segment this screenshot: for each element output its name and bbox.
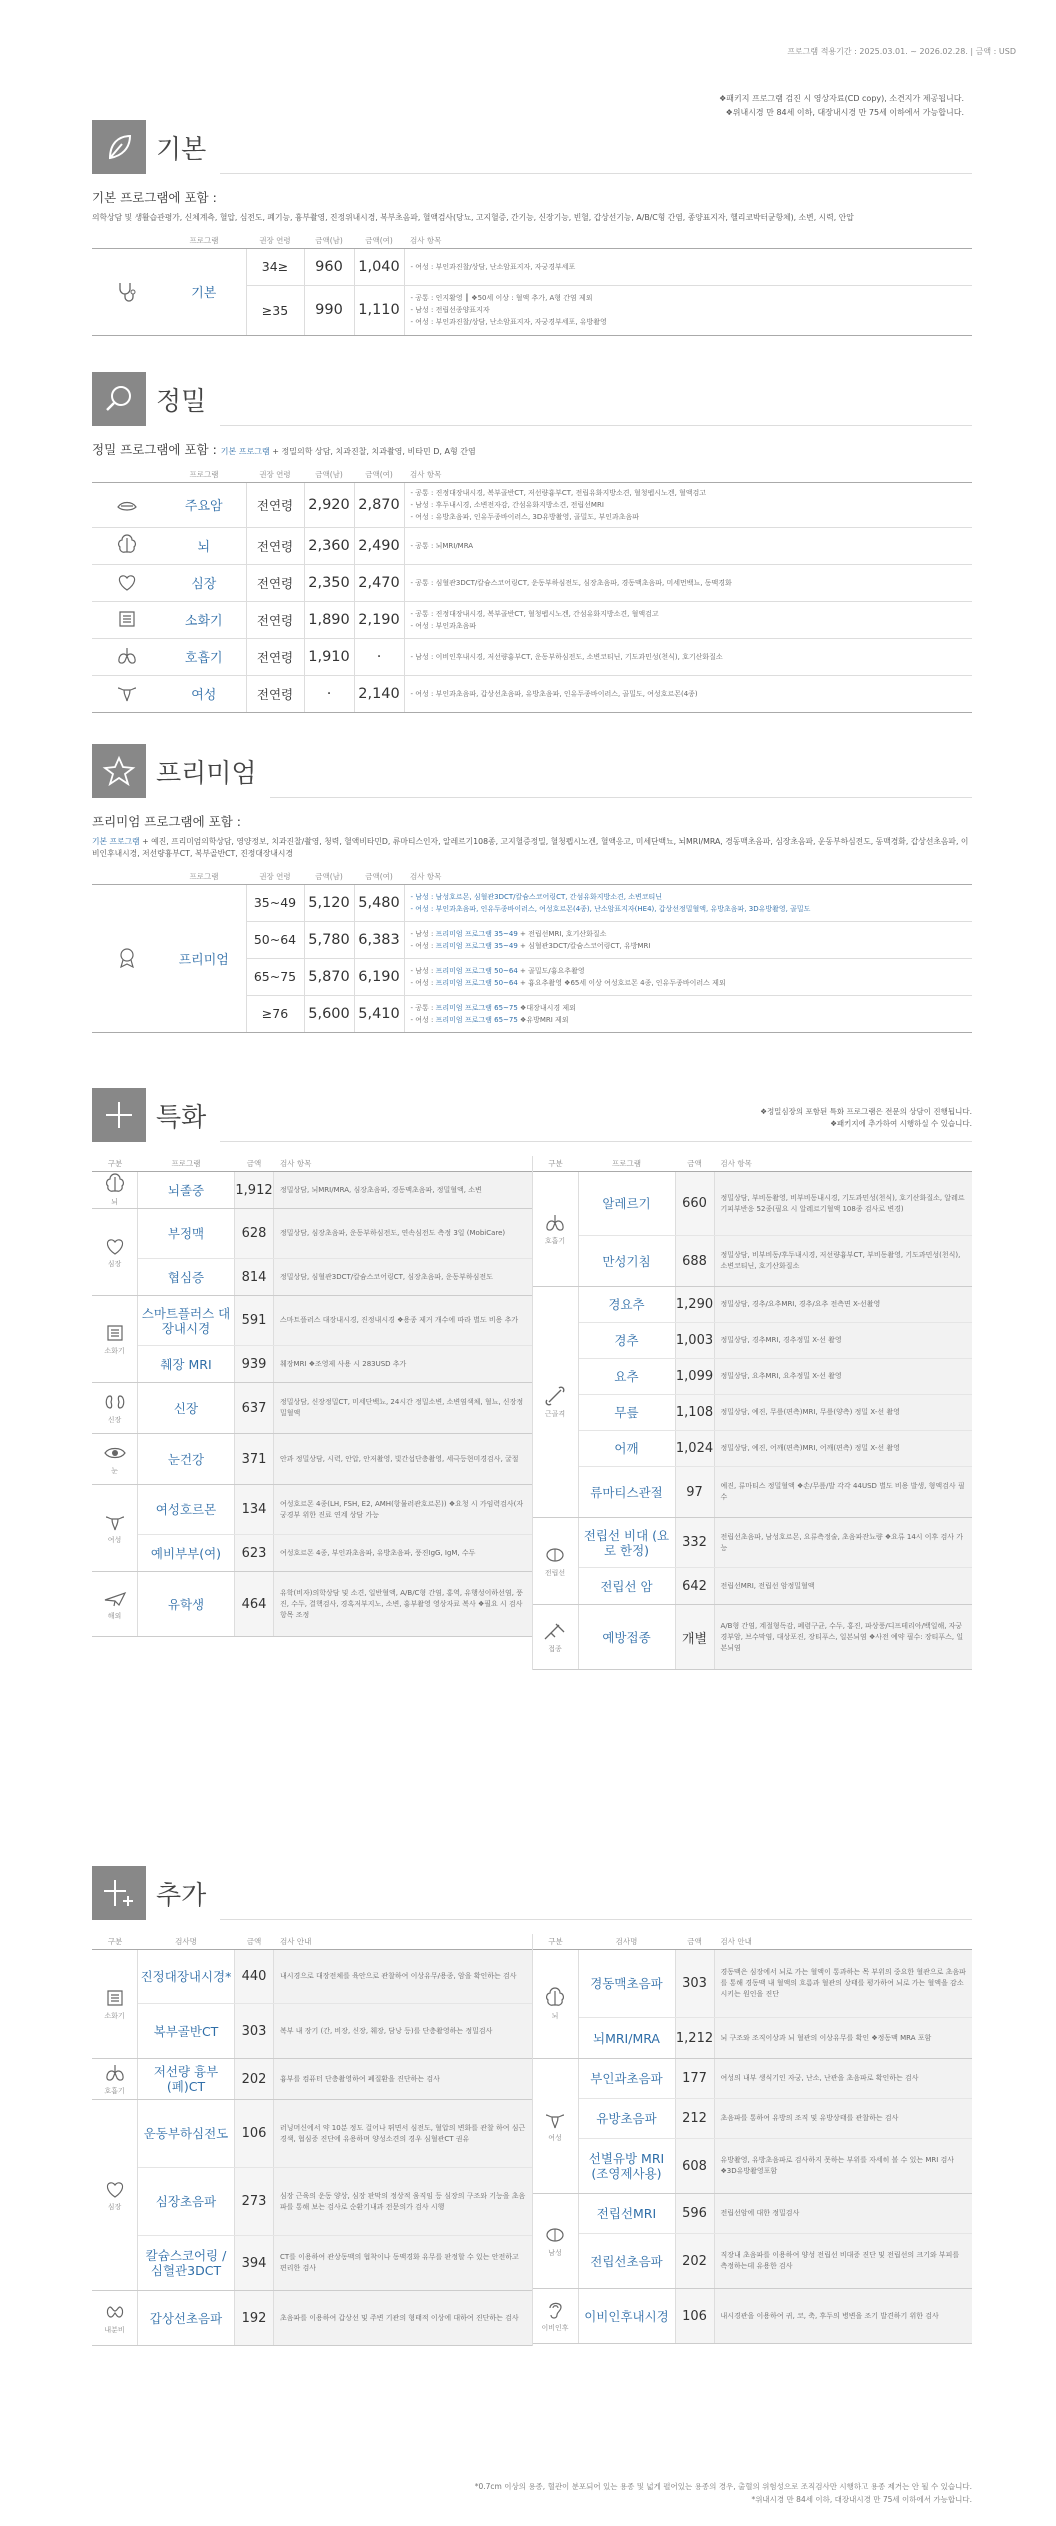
- precision-row: 호흡기 전연령 1,910 · - 남성 : 이비인후내시경, 저선량흉부CT, 운동부하심전도, 소변코티닌, 기도과민성(천식), 호기산화질소: [92, 638, 972, 675]
- program-row: [138, 2004, 532, 2058]
- category-group: [533, 2289, 973, 2344]
- program-name: 협심증: [167, 1269, 205, 1285]
- category-label: 신장: [107, 1416, 122, 1424]
- program-row: [579, 1359, 973, 1395]
- program-row: [579, 2018, 973, 2058]
- mouth-icon: [114, 493, 140, 515]
- price: 628: [234, 1209, 274, 1258]
- program-detail: 초음파를 통하여 유방의 조직 및 유방상태를 관찰하는 검사: [715, 2099, 973, 2138]
- program-row: [138, 1485, 532, 1535]
- uterus-icon: [114, 682, 140, 704]
- price: 106: [675, 2289, 715, 2343]
- plane-icon: [102, 1587, 128, 1609]
- program-name: 부인과초음파: [590, 2071, 663, 2086]
- program-name: 소화기: [162, 601, 246, 638]
- include-title: 기본 프로그램에 포함 :: [92, 190, 217, 205]
- program-name: 심장: [162, 564, 246, 601]
- category-label: 소화기: [104, 2012, 125, 2020]
- price: 1,003: [675, 1323, 715, 1358]
- additional-left-column: 구분 검사명 금액 검사 안내 소화기 진정대장내시경* 440 내시경으로 대장전체를 육안으로 관찰하여 이상유무/용종, 암을 확인하는 검사 복부골반CT 303 복부 내 장기 (간, 비장, 신장, 췌장, 담낭 등)를 단층촬영하는 정밀검사 호흡기 저선량 흉부 (폐)CT 202 흉부를 컴퓨터 단층촬영하여 폐질환을 진단하는 검사 심장 운동부하심전도 106 러닝머신에서 약 10분 정도 걸어나 뛰면서 심전도, 혈압의 변화를 관찰 하여 심근경색, 협심증 진단에 유용하며 양성소견의 경우 심혈관CT 권유 심장초음파 273 심장 근육의 운동 양상, 심장 판막의 정상적 움직임 등 심장의 구조와 기능을 초음파를 통해 보는 검사로 순환기내과 전문의가 검사 시행 칼슘스코어링 /심혈관3DCT 394 CT를 이용하여 관상동맥의 협착이나 동맥경화 유무를 판정할 수 있는 안전하고 편리한 검사 내분비 갑상선초음파 192 초음파를 이용하여 갑상선 및 주변 기관의 형태적 이상에 대하여 진단하는 검사: [92, 1934, 532, 2346]
- program-detail: 러닝머신에서 약 10분 정도 걸어나 뛰면서 심전도, 혈압의 변화를 관찰 하여 심근경색, 협심증 진단에 유용하며 양성소견의 경우 심혈관CT 권유: [274, 2100, 532, 2167]
- special-note: ❖정밀심장의 포함된 특화 프로그램은 전문의 상담이 진행됩니다. ❖패키지에 추가하여 시행하실 수 있습니다.: [760, 1107, 972, 1128]
- heart-icon: [102, 2178, 128, 2200]
- program-name: 여성: [162, 675, 246, 712]
- program-detail: 정밀상담, 뇌MRI/MRA, 심장초음파, 경동맥초음파, 정밀혈액, 소변: [274, 1172, 532, 1208]
- category-label: 호흡기: [104, 2087, 125, 2095]
- magnifier-icon: [92, 372, 146, 426]
- program-detail: 여성호르몬 4종(LH, FSH, E2, AMH(항뮬러관호르몬)) ❖요청 시 가임력검사(자궁경부 위한 진료 연계 상담 가능: [274, 1485, 532, 1534]
- price: 273: [234, 2168, 274, 2235]
- program-name: 뇌: [162, 527, 246, 564]
- premium-row: 50~64 5,780 6,383 - 남성 : 프리미엄 프로그램 35~49 + 전립선MRI, 호기산화질소 - 여성 : 프리미엄 프로그램 35~49 + 심혈관3DCT/칼슘스코어링CT, 유방MRI: [92, 921, 972, 958]
- program-detail: 흉부를 컴퓨터 단층촬영하여 폐질환을 진단하는 검사: [274, 2059, 532, 2099]
- category-group: [92, 1209, 532, 1296]
- category-group: [92, 2100, 532, 2291]
- price: 134: [234, 1485, 274, 1534]
- top-notes: ❖패키지 프로그램 검진 시 영상자료(CD copy), 소견지가 제공됩니다. ❖위내시경 만 84세 이하, 대장내시경 만 75세 이하에서 가능합니다.: [719, 94, 964, 117]
- program-row: [579, 1323, 973, 1359]
- program-name: 심장초음파: [155, 2194, 217, 2209]
- lung-icon: [114, 645, 140, 667]
- price: 1,912: [234, 1172, 274, 1208]
- program-row: [579, 1236, 973, 1286]
- program-row: [138, 1572, 532, 1636]
- leaf-icon: [92, 120, 146, 174]
- program-detail: A/B형 간염, 계절형독감, 폐렴구균, 수두, 홍진, 파상풍/디프테리아/백일해, 자궁경부암, 브수막염, 대상포진, 장티푸스, 일본뇌염 ❖사전 예약 필수: 장티푸스, 일본뇌염: [715, 1605, 973, 1669]
- price: 591: [234, 1296, 274, 1345]
- eye-icon: [102, 1442, 128, 1464]
- price: 177: [675, 2059, 715, 2098]
- category-group: [533, 1172, 973, 1287]
- program-row: [138, 1259, 532, 1295]
- category-label: 호흡기: [544, 1237, 566, 1245]
- price: 303: [675, 1950, 715, 2017]
- program-detail: 내시경으로 대장전체를 육안으로 관찰하여 이상유무/용종, 암을 확인하는 검사: [274, 1950, 532, 2003]
- star-icon: [92, 744, 146, 798]
- program-detail: 정밀상담, 경추/요추MRI, 경추/요추 전측면 X-선촬영: [715, 1287, 973, 1322]
- program-detail: 전립선암에 대한 정밀검사: [715, 2194, 973, 2233]
- brain-icon: [102, 1173, 128, 1195]
- program-name: 신장: [173, 1400, 199, 1416]
- price: 814: [234, 1259, 274, 1295]
- price: 464: [234, 1572, 274, 1636]
- category-group: [92, 1434, 532, 1485]
- price: 192: [234, 2291, 274, 2345]
- program-detail: 여성호르몬 4종, 부인과초음파, 유방초음파, 풍진IgG, IgM, 수두: [274, 1535, 532, 1571]
- program-name: 운동부하심전도: [143, 2126, 229, 2141]
- plus-plus-icon: [92, 1866, 146, 1920]
- program-detail: 정밀상담, 심혈관3DCT/칼슘스코어링CT, 심장초음파, 운동부하심전도: [274, 1259, 532, 1295]
- category-group: [533, 1518, 973, 1605]
- stethoscope-icon: [114, 280, 140, 302]
- brain-icon: [542, 1987, 568, 2009]
- program-row: [579, 2059, 973, 2099]
- program-name: 예방접종: [602, 1629, 651, 1645]
- price: 608: [675, 2139, 715, 2193]
- premium-table: 프로그램 권장 연령 금액(남) 금액(여) 검사 항목 프리미엄 35~49 5,120 5,480 - 남성 : 남성호르몬, 심혈관3DCT/칼슘스코어링CT, 간섬유화지방소견, 소변코티닌 - 여성 : 부인과초음파, 인유두종바이러스, 여성호르몬(4종), 난소암표지자(HE4), 갑상선정밀혈액, 유방초음파, 3D유방촬영, 골밀도 50~64 5,780 6,383 - 남성 : 프리미엄 프로그램 35~49 + 전립선MRI, 호기산화질소 - 여성 : 프리미엄 프로그램 35~49 + 심혈관3DCT/칼슘스코어링CT, 유방MRI 65~75 5,870 6,190 - 남성 : 프리미엄 프로그램 50~64 + 골밀도/흉요추촬영 - 여성 : 프리미엄 프로그램 50~64 + 흉요추촬영 ❖65세 이상 여성호르몬 4종, 인유두종바이러스 제외 ≥76 5,600 5,410 - 공통 : 프리미엄 프로그램 65~75 ❖대장내시경 제외 - 여성 : 프리미엄 프로그램 65~75 ❖유방MRI 제외: [92, 870, 972, 1033]
- price: 1,290: [675, 1287, 715, 1322]
- category-group: [92, 1485, 532, 1572]
- price: 637: [234, 1383, 274, 1433]
- program-row: [138, 2059, 532, 2099]
- program-name: 주요암: [162, 482, 246, 527]
- program-name: 진정대장내시경*: [140, 1969, 232, 1984]
- include-text: 의학상담 및 생활습관평가, 신체계측, 혈압, 심전도, 폐기능, 흉부촬영, 진정위내시경, 복부초음파, 혈액검사(당뇨, 고지혈증, 간기능, 신장기능, 빈혈, 갑상선기능, A/B/C형 간염, 종양표지자, 헬리코박터균항체), 소변, 시력, 안압: [92, 213, 854, 222]
- program-row: [138, 1172, 532, 1208]
- kidney-icon: [102, 1391, 128, 1413]
- category-label: 내분비: [104, 2326, 125, 2334]
- program-name: 췌장 MRI: [160, 1356, 212, 1372]
- program-row: [579, 1431, 973, 1467]
- program-name: 유방초음파: [596, 2111, 657, 2126]
- category-label: 소화기: [104, 1347, 125, 1355]
- program-name: 복부골반CT: [153, 2023, 219, 2039]
- category-label: 접종: [548, 1645, 562, 1653]
- program-name: 만성기침: [602, 1253, 651, 1269]
- section-basic: [92, 120, 972, 336]
- price: 623: [234, 1535, 274, 1571]
- price: 1,212: [675, 2018, 715, 2058]
- premium-row: ≥76 5,600 5,410 - 공통 : 프리미엄 프로그램 65~75 ❖대장내시경 제외 - 여성 : 프리미엄 프로그램 65~75 ❖유방MRI 제외: [92, 995, 972, 1032]
- prostate-icon: [542, 1544, 568, 1566]
- program-name: 기본: [162, 248, 246, 335]
- category-label: 전립선: [544, 1569, 566, 1577]
- section-additional: 추가 구분 검사명 금액 검사 안내 소화기 진정대장내시경* 440 내시경으로 대장전체를 육안으로 관찰하여 이상유무/용종, 암을 확인하는 검사 복부골반CT 303 복부 내 장기 (간, 비장, 신장, 췌장, 담낭 등)를 단층촬영하는 정밀검사 호흡기 저선량 흉부 (폐)CT 202 흉부를 컴퓨터 단층촬영하여 폐질환을 진단하는 검사 심장 운동부하심전도 106 러닝머신에서 약 10분 정도 걸어나 뛰면서 심전도, 혈압의 변화를 관찰 하여 심근경색, 협심증 진단에 유용하며 양성소견의 경우 심혈관CT 권유 심장초음파 273 심장 근육의 운동 양상, 심장 판막의 정상적 움직임 등 심장의 구조와 기능을 초음파를 통해 보는 검사로 순환기내과 전문의가 검사 시행 칼슘스코어링 /심혈관3DCT 394 CT를 이용하여 관상동맥의 협착이나 동맥경화 유무를 판정할 수 있는 안전하고 편리한 검사 내분비 갑상선초음파 192 초음파를 이용하여 갑상선 및 주변 기관의 형태적 이상에 대하여 진단하는 검사 구분 검사명 금액 검사 안내 뇌 경동맥초음파 303 경동맥은 심장에서 뇌로 가는 혈액이 통과하는 목 부위의 중요한 혈관으로 초음파를 통해 경동맥 내 혈액의 흐름과 혈관의 상태를 평가하여 뇌로 가는 혈액을 감소시키는 원인을 진단 뇌MRI/MRA 1,212 뇌 구조와 조직이상과 뇌 혈관의 이상유무를 확인 ❖정동맥 MRA 포함 여성 부인과초음파 177 여성의 내부 생식기인 자궁, 난소, 난관을 초음파로 확인하는 검사 유방초음파 212 초음파를 통하여 유방의 조직 및 유방상태를 관찰하는 검사 선별유방 MRI (조영제사용) 608 유방촬영, 유방초음파로 검사하지 못하는 부위를 자세히 볼 수 있는 MRI 검사 ❖3D유방촬영포함 남성 전립선MRI 596 전립선암에 대한 정밀검사 전립선초음파 202 직장내 초음파를 이용하여 양성 전립선 비대증 진단 및 전립선의 크기와 부피를 측정하는데 유용한 검사 이비인후 이비인후내시경 106 내시경관을 이용하여 귀, 코, 축, 후두의 병변을 조기 발견하기 위한 검사: [92, 1866, 972, 2346]
- price: 660: [675, 1172, 715, 1235]
- program-name: 여성호르몬: [155, 1502, 217, 1517]
- program-row: [579, 1395, 973, 1431]
- price: 106: [234, 2100, 274, 2167]
- uterus-icon: [542, 2109, 568, 2131]
- program-row: [579, 2139, 973, 2193]
- program-name: 경요추: [608, 1297, 645, 1312]
- program-name: 전립선 암: [600, 1578, 653, 1594]
- section-precision: 정밀 정밀 프로그램에 포함 : 기본 프로그램 + 정밀의학 상담, 치과진찰, 치과촬영, 비타민 D, A형 간염 프로그램 권장 연령 금액(남) 금액(여) 검사 항목 주요암 전연령 2,920 2,870 - 공통 : 진정대장내시경, 복부골반CT, 저선량흉부CT, 전립유화지방소견, 혈청펩시노겐, 혈액검고 - 남성 : 후두내시경, 소변전자감, 간섬유화지방소견, 전립선MRI - 여성 : 유방초음파, 인유두종바이러스, 3D유방촬영, 골밀도, 부인과초음파 뇌 전연령 2,360 2,490 - 공통 : 뇌MRI/MRA 심장 전연령 2,350 2,470 - 공통 : 심혈관3DCT/칼슘스코어링CT, 운동부하심전도, 심장초음파, 경동맥초음파, 미세먼백뇨, 동맥경화 소화기 전연령 1,890 2,190 - 공통 : 진정대장내시경, 복부골반CT, 혈청펩시노겐, 간섬유화지방소견, 혈액검고 - 여성 : 부인과초음파 호흡기 전연령 1,910 · - 남성 : 이비인후내시경, 저선량흉부CT, 운동부하심전도, 소변코티닌, 기도과민성(천식), 호기산화질소 여성 전연령 · 2,140 - 여성 : 부인과초음파, 갑상선초음파, 유방초음파, 인유두종바이러스, 골밀도, 여성호르몬(4종): [92, 372, 972, 713]
- program-detail: 심장 근육의 운동 양상, 심장 판막의 정상적 움직임 등 심장의 구조와 기능을 초음파를 통해 보는 검사로 순환기내과 전문의가 검사 시행: [274, 2168, 532, 2235]
- premium-row: 프리미엄 35~49 5,120 5,480 - 남성 : 남성호르몬, 심혈관3DCT/칼슘스코어링CT, 간섬유화지방소견, 소변코티닌 - 여성 : 부인과초음파, 인유두종바이러스, 여성호르몬(4종), 난소암표지자(HE4), 갑상선정밀혈액, 유방초음파, 3D유방촬영, 골밀도: [92, 884, 972, 921]
- program-row: [579, 1605, 973, 1669]
- program-name: 경추: [614, 1333, 639, 1348]
- program-name: 무릎: [614, 1405, 639, 1420]
- precision-row: 소화기 전연령 1,890 2,190 - 공통 : 진정대장내시경, 복부골반CT, 혈청펩시노겐, 간섬유화지방소견, 혈액검고 - 여성 : 부인과초음파: [92, 601, 972, 638]
- uterus-icon: [102, 1511, 128, 1533]
- program-name: 부정맥: [167, 1226, 205, 1241]
- program-detail: 스마트플러스 대장내시경, 진정내시경 ❖용종 제거 개수에 따라 별도 비용 추가: [274, 1296, 532, 1345]
- precision-table: 프로그램 권장 연령 금액(남) 금액(여) 검사 항목 주요암 전연령 2,920 2,870 - 공통 : 진정대장내시경, 복부골반CT, 저선량흉부CT, 전립유화지방소견, 혈청펩시노겐, 혈액검고 - 남성 : 후두내시경, 소변전자감, 간섬유화지방소견, 전립선MRI - 여성 : 유방초음파, 인유두종바이러스, 3D유방촬영, 골밀도, 부인과초음파 뇌 전연령 2,360 2,490 - 공통 : 뇌MRI/MRA 심장 전연령 2,350 2,470 - 공통 : 심혈관3DCT/칼슘스코어링CT, 운동부하심전도, 심장초음파, 경동맥초음파, 미세먼백뇨, 동맥경화 소화기 전연령 1,890 2,190 - 공통 : 진정대장내시경, 복부골반CT, 혈청펩시노겐, 간섬유화지방소견, 혈액검고 - 여성 : 부인과초음파 호흡기 전연령 1,910 · - 남성 : 이비인후내시경, 저선량흉부CT, 운동부하심전도, 소변코티닌, 기도과민성(천식), 호기산화질소 여성 전연령 · 2,140 - 여성 : 부인과초음파, 갑상선초음파, 유방초음파, 인유두종바이러스, 골밀도, 여성호르몬(4종): [92, 468, 972, 713]
- program-name: 호흡기: [162, 638, 246, 675]
- program-detail: 정밀상담, 예진, 무릎(편측)MRI, 무릎(양측) 정밀 X-선 촬영: [715, 1395, 973, 1430]
- program-row: [138, 1296, 532, 1346]
- program-name: 선별유방 MRI (조영제사용): [588, 2151, 665, 2181]
- program-name: 이비인후내시경: [584, 2308, 669, 2324]
- program-detail: 췌장MRI ❖조영제 사용 시 283USD 추가: [274, 1346, 532, 1382]
- program-detail: 복부 내 장기 (간, 비장, 신장, 췌장, 담낭 등)를 단층촬영하는 정밀검사: [274, 2004, 532, 2058]
- intestine-icon: [102, 1987, 128, 2009]
- category-label: 여성: [107, 1536, 122, 1544]
- section-title: 기본: [156, 134, 207, 165]
- program-name: 류마티스관절: [590, 1484, 663, 1500]
- price: 1,108: [675, 1395, 715, 1430]
- heart-icon: [102, 1235, 128, 1257]
- program-row: [138, 2236, 532, 2290]
- category-group: [533, 1287, 973, 1518]
- program-detail: 경동맥은 심장에서 뇌로 가는 혈액이 통과하는 목 부위의 중요한 혈관으로 초음파를 통해 경동맥 내 혈액의 흐름과 혈관의 상태를 평가하여 뇌로 가는 혈액을 감소시키는 원인을 진단: [715, 1950, 973, 2017]
- program-detail: 유방촬영, 유방초음파로 검사하지 못하는 부위를 자세히 볼 수 있는 MRI 검사 ❖3D유방촬영포함: [715, 2139, 973, 2193]
- program-row: [579, 1287, 973, 1323]
- program-detail: 전립선MRI, 전립선 암정밀혈액: [715, 1568, 973, 1604]
- program-row: [138, 1535, 532, 1571]
- program-row: [138, 2291, 532, 2345]
- program-name: 전립선MRI: [596, 2206, 657, 2221]
- lung-icon: [542, 1212, 568, 1234]
- price: 596: [675, 2194, 715, 2233]
- program-row: [579, 1950, 973, 2018]
- program-name: 전립선 비대 (요로 한정): [583, 1527, 670, 1558]
- footnotes: *0.7cm 이상의 용종, 혈관이 분포되어 있는 용종 및 넓게 펼어있는 용종의 경우, 출혈의 위험성으로 조직검사만 시행하고 용종 제거는 안 될 수 있습니다. *위내시경 만 84세 이하, 대장내시경 만 75세 이하에서 가능합니다.: [474, 2482, 972, 2504]
- precision-row: 여성 전연령 · 2,140 - 여성 : 부인과초음파, 갑상선초음파, 유방초음파, 인유두종바이러스, 골밀도, 여성호르몬(4종): [92, 675, 972, 712]
- section-special: 특화 ❖정밀심장의 포함된 특화 프로그램은 전문의 상담이 진행됩니다. ❖패키지에 추가하여 시행하실 수 있습니다. 구분 프로그램 금액 검사 항목 뇌 뇌졸중 1,912 정밀상담, 뇌MRI/MRA, 심장초음파, 경동맥초음파, 정밀혈액, 소변 심장 부정맥 628 정밀상담, 심장초음파, 운동부하심전도, 연속심전도 측정 3일 (MobiCare) 협심증 814 정밀상담, 심혈관3DCT/칼슘스코어링CT, 심장초음파, 운동부하심전도 소화기 스마트플러스 대장내시경 591 스마트플러스 대장내시경, 진정내시경 ❖용종 제거 개수에 따라 별도 비용 추가 췌장 MRI 939 췌장MRI ❖조영제 사용 시 283USD 추가 신장 신장 637 정밀상담, 신장정밀CT, 미세단백뇨, 24시간 정밀소변, 소변염색체, 혈뇨, 신장정밀혈액 눈 눈건강 371 안과 정밀상담, 시력, 안압, 안저촬영, 빛간섭단층촬영, 세극등현미경검사, 굴절 여성 여성호르몬 134 여성호르몬 4종(LH, FSH, E2, AMH(항뮬러관호르몬)) ❖요청 시 가임력검사(자궁경부 위한 진료 연계 상담 가능 예비부부(여) 623 여성호르몬 4종, 부인과초음파, 유방초음파, 풍진IgG, IgM, 수두 해외 유학생 464 유학(비자)의학상담 및 소견, 일반혈액, A/B/C형 간염, 홍역, 유행성이하선염, 풍진, 수두, 결핵검사, 경혹저부지노, 소변, 흉부촬영 영상자료 복사 ❖필요 시 검사 항목 조정 구분 프로그램 금액 검사 항목 호흡기 알레르기 660 정밀상담, 부비동촬영, 비부비동내시경, 기도과민성(천식), 호기산화질소, 알레르기피부반응 52종(필요 시 알레르기혈액 108종 검사로 변경) 만성기침 688 정밀상담, 비부비동/후두내시경, 저선량흉부CT, 부비동촬영, 기도과민성(천식), 소변코티닌, 호기산화질소 근골격 경요추 1,290 정밀상담, 경추/요추MRI, 경추/요추 전측면 X-선촬영 경추 1,003 정밀상담, 경추MRI, 경추정밀 X-선 촬영 요추 1,099 정밀상담, 요추MRI, 요추정밀 X-선 촬영 무릎 1,108 정밀상담, 예진, 무릎(편측)MRI, 무릎(양측) 정밀 X-선 촬영 어깨 1,024 정밀상담, 예진, 어깨(편측)MRI, 어깨(편측) 정밀 X-선 촬영 류마티스관절 97 예진, 류마티스 정밀혈액 ❖손/무릎/발 각각 44USD 별도 비용 발생, 형액검사 필수 전립선 전립선 비대 (요로 한정) 332 전립선초음파, 남성호르몬, 요류측정술, 초음파잔뇨량 ❖요류 14시 이후 검사 가능 전립선 암 642 전립선MRI, 전립선 암정밀혈액 접종 예방접종 개별 A/B형 간염, 계절형독감, 폐렴구균, 수두, 홍진, 파상풍/디프테리아/백일해, 자궁경부암, 브수막염, 대상포진, 장티푸스, 일본뇌염 ❖사전 예약 필수: 장티푸스, 일본뇌염: [92, 1088, 972, 1670]
- additional-right-column: 구분 검사명 금액 검사 안내 뇌 경동맥초음파 303 경동맥은 심장에서 뇌로 가는 혈액이 통과하는 목 부위의 중요한 혈관으로 초음파를 통해 경동맥 내 혈액의 흐름과 혈관의 상태를 평가하여 뇌로 가는 혈액을 감소시키는 원인을 진단 뇌MRI/MRA 1,212 뇌 구조와 조직이상과 뇌 혈관의 이상유무를 확인 ❖정동맥 MRA 포함 여성 부인과초음파 177 여성의 내부 생식기인 자궁, 난소, 난관을 초음파로 확인하는 검사 유방초음파 212 초음파를 통하여 유방의 조직 및 유방상태를 관찰하는 검사 선별유방 MRI (조영제사용) 608 유방촬영, 유방초음파로 검사하지 못하는 부위를 자세히 볼 수 있는 MRI 검사 ❖3D유방촬영포함 남성 전립선MRI 596 전립선암에 대한 정밀검사 전립선초음파 202 직장내 초음파를 이용하여 양성 전립선 비대증 진단 및 전립선의 크기와 부피를 측정하는데 유용한 검사 이비인후 이비인후내시경 106 내시경관을 이용하여 귀, 코, 축, 후두의 병변을 조기 발견하기 위한 검사: [532, 1934, 973, 2346]
- program-row: [579, 2234, 973, 2288]
- category-group: [92, 1950, 532, 2059]
- premium-row: 65~75 5,870 6,190 - 남성 : 프리미엄 프로그램 50~64 + 골밀도/흉요추촬영 - 여성 : 프리미엄 프로그램 50~64 + 흉요추촬영 ❖65세 이상 여성호르몬 4종, 인유두종바이러스 제외: [92, 958, 972, 995]
- syringe-icon: [542, 1620, 568, 1642]
- precision-row: 주요암 전연령 2,920 2,870 - 공통 : 진정대장내시경, 복부골반CT, 저선량흉부CT, 전립유화지방소견, 혈청펩시노겐, 혈액검고 - 남성 : 후두내시경, 소변전자감, 간섬유화지방소견, 전립선MRI - 여성 : 유방초음파, 인유두종바이러스, 3D유방촬영, 골밀도, 부인과초음파: [92, 482, 972, 527]
- program-name: 저선량 흉부 (폐)CT: [153, 2064, 219, 2094]
- price: 1,099: [675, 1359, 715, 1394]
- category-label: 심장: [107, 2203, 122, 2211]
- price: 212: [675, 2099, 715, 2138]
- program-name: 뇌졸중: [167, 1182, 205, 1198]
- program-row: [579, 1518, 973, 1568]
- program-row: [579, 1467, 973, 1517]
- category-label: 뇌: [111, 1198, 118, 1206]
- category-label: 심장: [107, 1260, 122, 1268]
- heart-icon: [114, 571, 140, 593]
- program-detail: 정밀상담, 예진, 어깨(편측)MRI, 어깨(편측) 정밀 X-선 촬영: [715, 1431, 973, 1466]
- intestine-icon: [102, 1322, 128, 1344]
- program-detail: 정밀상담, 신장정밀CT, 미세단백뇨, 24시간 정밀소변, 소변염색체, 혈뇨, 신장정밀혈액: [274, 1383, 532, 1433]
- price: 371: [234, 1434, 274, 1484]
- basic-table: 프로그램 권장 연령 금액(남) 금액(여) 검사 항목 기본 34≥ 960 1,040 - 여성 : 부인과진찰/상담, 난소암표지자, 자궁경부세포 ≥35 990 1,110 - 공통 : 인지활영 ┃ ❖50세 이상 : 혈액 추가, A형 간염 제외 - 남성 : 전립선종양표지자 - 여성 : 부인과진찰/상담, 난소암표지자, 자궁경부세포, 유방촬영: [92, 234, 972, 336]
- price: 303: [234, 2004, 274, 2058]
- price: 332: [675, 1518, 715, 1567]
- plus-icon: [92, 1088, 146, 1142]
- category-label: 뇌: [551, 2012, 559, 2020]
- price: 202: [234, 2059, 274, 2099]
- category-label: 이비인후: [541, 2324, 569, 2332]
- program-detail: 뇌 구조와 조직이상과 뇌 혈관의 이상유무를 확인 ❖정동맥 MRA 포함: [715, 2018, 973, 2058]
- program-row: [138, 1209, 532, 1259]
- category-label: 근골격: [544, 1410, 566, 1418]
- precision-row: 심장 전연령 2,350 2,470 - 공통 : 심혈관3DCT/칼슘스코어링CT, 운동부하심전도, 심장초음파, 경동맥초음파, 미세먼백뇨, 동맥경화: [92, 564, 972, 601]
- special-left-column: 구분 프로그램 금액 검사 항목 뇌 뇌졸중 1,912 정밀상담, 뇌MRI/MRA, 심장초음파, 경동맥초음파, 정밀혈액, 소변 심장 부정맥 628 정밀상담, 심장초음파, 운동부하심전도, 연속심전도 측정 3일 (MobiCare) 협심증 814 정밀상담, 심혈관3DCT/칼슘스코어링CT, 심장초음파, 운동부하심전도 소화기 스마트플러스 대장내시경 591 스마트플러스 대장내시경, 진정내시경 ❖용종 제거 개수에 따라 별도 비용 추가 췌장 MRI 939 췌장MRI ❖조영제 사용 시 283USD 추가 신장 신장 637 정밀상담, 신장정밀CT, 미세단백뇨, 24시간 정밀소변, 소변염색체, 혈뇨, 신장정밀혈액 눈 눈건강 371 안과 정밀상담, 시력, 안압, 안저촬영, 빛간섭단층촬영, 세극등현미경검사, 굴절 여성 여성호르몬 134 여성호르몬 4종(LH, FSH, E2, AMH(항뮬러관호르몬)) ❖요청 시 가임력검사(자궁경부 위한 진료 연계 상담 가능 예비부부(여) 623 여성호르몬 4종, 부인과초음파, 유방초음파, 풍진IgG, IgM, 수두 해외 유학생 464 유학(비자)의학상담 및 소견, 일반혈액, A/B/C형 간염, 홍역, 유행성이하선염, 풍진, 수두, 결핵검사, 경혹저부지노, 소변, 흉부촬영 영상자료 복사 ❖필요 시 검사 항목 조정: [92, 1156, 532, 1670]
- price: 202: [675, 2234, 715, 2288]
- price: 97: [675, 1467, 715, 1517]
- program-detail: 전립선초음파, 남성호르몬, 요류측정술, 초음파잔뇨량 ❖요류 14시 이후 검사 가능: [715, 1518, 973, 1567]
- program-name: 갑상선초음파: [149, 2310, 223, 2326]
- program-name: 전립선초음파: [590, 2253, 663, 2269]
- program-detail: 유학(비자)의학상담 및 소견, 일반혈액, A/B/C형 간염, 홍역, 유행성이하선염, 풍진, 수두, 결핵검사, 경혹저부지노, 소변, 흉부촬영 영상자료 복사 ❖필요 시 검사 항목 조정: [274, 1572, 532, 1636]
- program-row: [138, 2100, 532, 2168]
- category-label: 눈: [111, 1467, 118, 1475]
- program-row: [138, 1434, 532, 1484]
- program-row: [579, 2099, 973, 2139]
- price: 개별: [675, 1605, 715, 1669]
- program-detail: 정밀상담, 요추MRI, 요추정밀 X-선 촬영: [715, 1359, 973, 1394]
- program-detail: 안과 정밀상담, 시력, 안압, 안저촬영, 빛간섭단층촬영, 세극등현미경검사, 굴절: [274, 1434, 532, 1484]
- category-group: [533, 1605, 973, 1670]
- lung-icon: [102, 2062, 128, 2084]
- category-group: [92, 2291, 532, 2346]
- category-label: 남성: [548, 2249, 562, 2257]
- program-row: [579, 1568, 973, 1604]
- program-name: 눈건강: [167, 1451, 205, 1467]
- category-label: 여성: [548, 2134, 562, 2142]
- program-name: 뇌MRI/MRA: [593, 2030, 660, 2046]
- category-group: [92, 2059, 532, 2100]
- category-group: [92, 1383, 532, 1434]
- prostate-icon: [542, 2224, 568, 2246]
- category-group: [92, 1172, 532, 1209]
- program-name: 알레르기: [602, 1196, 651, 1211]
- price: 440: [234, 1950, 274, 2003]
- price: 642: [675, 1568, 715, 1604]
- program-detail: 정밀상담, 비부비동/후두내시경, 저선량흉부CT, 부비동촬영, 기도과민성(천식), 소변코티닌, 호기산화질소: [715, 1236, 973, 1286]
- category-group: [92, 1296, 532, 1383]
- program-detail: 직장내 초음파를 이용하여 양성 전립선 비대증 진단 및 전립선의 크기와 부피를 측정하는데 유용한 검사: [715, 2234, 973, 2288]
- program-row: [579, 1172, 973, 1236]
- ear-icon: [542, 2299, 568, 2321]
- program-name: 스마트플러스 대장내시경: [141, 1305, 231, 1336]
- program-detail: 예진, 류마티스 정밀혈액 ❖손/무릎/발 각각 44USD 별도 비용 발생, 형액검사 필수: [715, 1467, 973, 1517]
- program-name: 경동맥초음파: [590, 1976, 663, 1991]
- price: 939: [234, 1346, 274, 1382]
- category-group: [92, 1572, 532, 1637]
- category-label: 해외: [107, 1612, 122, 1620]
- program-row: [138, 1383, 532, 1433]
- special-grid: [92, 1156, 972, 1670]
- price: 688: [675, 1236, 715, 1286]
- program-detail: 초음파를 이용하여 갑상선 및 주변 기관의 형태적 이상에 대하여 진단하는 검사: [274, 2291, 532, 2345]
- program-name: 요추: [614, 1369, 639, 1384]
- program-name: 어깨: [614, 1441, 639, 1456]
- program-detail: 정밀상담, 심장초음파, 운동부하심전도, 연속심전도 측정 3일 (MobiCare): [274, 1209, 532, 1258]
- section-premium: 프리미엄 프리미엄 프로그램에 포함 : 기본 프로그램 + 예진, 프리미엄의학상담, 영양정보, 치과진찰/촬영, 청력, 혈액비타민D, 류마티스인자, 알레르기108종, 고지혈증정밀, 혈청펩시노겐, 혈액응고, 미세단백뇨, 뇌MRI/MRA, 경동맥초음파, 심장초음파, 운동부하심전도, 동맥경화, 갑상선초음파, 이비인후내시경, 저선량흉부CT, 복부골반CT, 진정대장내시경 프로그램 권장 연령 금액(남) 금액(여) 검사 항목 프리미엄 35~49 5,120 5,480 - 남성 : 남성호르몬, 심혈관3DCT/칼슘스코어링CT, 간섬유화지방소견, 소변코티닌 - 여성 : 부인과초음파, 인유두종바이러스, 여성호르몬(4종), 난소암표지자(HE4), 갑상선정밀혈액, 유방초음파, 3D유방촬영, 골밀도 50~64 5,780 6,383 - 남성 : 프리미엄 프로그램 35~49 + 전립선MRI, 호기산화질소 - 여성 : 프리미엄 프로그램 35~49 + 심혈관3DCT/칼슘스코어링CT, 유방MRI 65~75 5,870 6,190 - 남성 : 프리미엄 프로그램 50~64 + 골밀도/흉요추촬영 - 여성 : 프리미엄 프로그램 50~64 + 흉요추촬영 ❖65세 이상 여성호르몬 4종, 인유두종바이러스 제외 ≥76 5,600 5,410 - 공통 : 프리미엄 프로그램 65~75 ❖대장내시경 제외 - 여성 : 프리미엄 프로그램 65~75 ❖유방MRI 제외: [92, 744, 972, 1033]
- program-name: 유학생: [167, 1596, 205, 1612]
- category-group: [533, 1950, 973, 2059]
- price: 394: [234, 2236, 274, 2290]
- program-name: 프리미엄: [162, 884, 246, 1032]
- program-row: [138, 1346, 532, 1382]
- program-detail: 여성의 내부 생식기인 자궁, 난소, 난관을 초음파로 확인하는 검사: [715, 2059, 973, 2098]
- program-row: [138, 2168, 532, 2236]
- precision-row: 뇌 전연령 2,360 2,490 - 공통 : 뇌MRI/MRA: [92, 527, 972, 564]
- program-detail: CT를 이용하여 관상동맥의 협착이나 동맥경화 유무를 판정할 수 있는 안전하고 편리한 검사: [274, 2236, 532, 2290]
- program-row: [579, 2194, 973, 2234]
- program-row: [579, 2289, 973, 2343]
- program-row: [138, 1950, 532, 2004]
- thyroid-icon: [102, 2301, 128, 2323]
- bone-icon: [542, 1385, 568, 1407]
- program-detail: 정밀상담, 경추MRI, 경추정밀 X-선 촬영: [715, 1323, 973, 1358]
- special-right-column: 구분 프로그램 금액 검사 항목 호흡기 알레르기 660 정밀상담, 부비동촬영, 비부비동내시경, 기도과민성(천식), 호기산화질소, 알레르기피부반응 52종(필요 시 알레르기혈액 108종 검사로 변경) 만성기침 688 정밀상담, 비부비동/후두내시경, 저선량흉부CT, 부비동촬영, 기도과민성(천식), 소변코티닌, 호기산화질소 근골격 경요추 1,290 정밀상담, 경추/요추MRI, 경추/요추 전측면 X-선촬영 경추 1,003 정밀상담, 경추MRI, 경추정밀 X-선 촬영 요추 1,099 정밀상담, 요추MRI, 요추정밀 X-선 촬영 무릎 1,108 정밀상담, 예진, 무릎(편측)MRI, 무릎(양측) 정밀 X-선 촬영 어깨 1,024 정밀상담, 예진, 어깨(편측)MRI, 어깨(편측) 정밀 X-선 촬영 류마티스관절 97 예진, 류마티스 정밀혈액 ❖손/무릎/발 각각 44USD 별도 비용 발생, 형액검사 필수 전립선 전립선 비대 (요로 한정) 332 전립선초음파, 남성호르몬, 요류측정술, 초음파잔뇨량 ❖요류 14시 이후 검사 가능 전립선 암 642 전립선MRI, 전립선 암정밀혈액 접종 예방접종 개별 A/B형 간염, 계절형독감, 폐렴구균, 수두, 홍진, 파상풍/디프테리아/백일해, 자궁경부암, 브수막염, 대상포진, 장티푸스, 일본뇌염 ❖사전 예약 필수: 장티푸스, 일본뇌염: [532, 1156, 973, 1670]
- price: 1,024: [675, 1431, 715, 1466]
- category-group: [533, 2194, 973, 2289]
- program-detail: 내시경관을 이용하여 귀, 코, 축, 후두의 병변을 조기 발견하기 위한 검사: [715, 2289, 973, 2343]
- additional-grid: [92, 1934, 972, 2346]
- program-detail: 정밀상담, 부비동촬영, 비부비동내시경, 기도과민성(천식), 호기산화질소, 알레르기피부반응 52종(필요 시 알레르기혈액 108종 검사로 변경): [715, 1172, 973, 1235]
- program-name: 예비부부(여): [150, 1545, 222, 1561]
- intestine-icon: [114, 608, 140, 630]
- program-period: 프로그램 적용기간 : 2025.03.01. ~ 2026.02.28. | 금액 : USD: [787, 47, 1016, 56]
- category-group: [533, 2059, 973, 2194]
- brain-icon: [114, 534, 140, 556]
- program-name: 칼슘스코어링 /심혈관3DCT: [145, 2248, 227, 2278]
- medal-icon: [114, 946, 140, 968]
